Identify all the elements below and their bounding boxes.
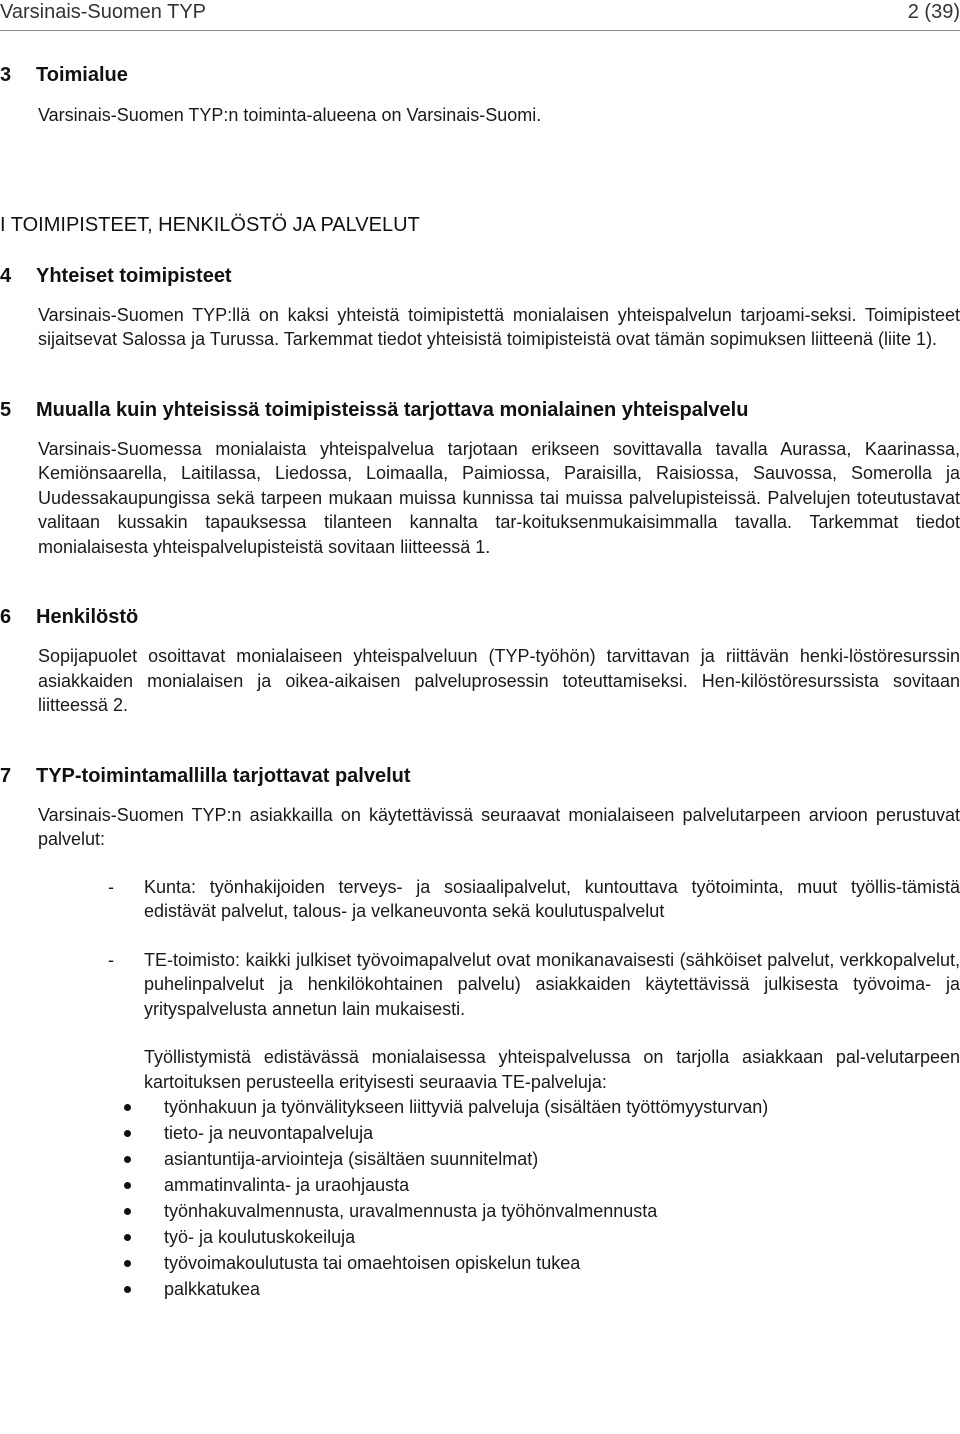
section-number: 5 [0,398,12,421]
dash-item-text: Kunta: työnhakijoiden terveys- ja sosiaalipalvelut, kuntouttava työtoiminta, muut työllis-tämistä edistävät palvelut, talous- ja velkaneuvonta sekä koulutuspalvelut [144,876,960,921]
bullet-icon [124,1182,131,1189]
section-number: 3 [0,64,12,86]
bullet-icon [124,1104,131,1111]
list-item [164,1094,960,1120]
bullet-icon [124,1260,131,1267]
bullet-icon [124,1130,131,1137]
section-4-text: Varsinais-Suomen TYP:llä on kaksi yhteistä toimipistettä monialaisen yhteispalvelun tarjoami-seksi. Toimipisteet sijaitsevat Salossa ja Turussa. Tarkemmat tiedot yhteisistä toimipisteistä ovat tämän sopimuksen liitteenä (liite 1). [38,304,960,349]
header-title: Varsinais-Suomen TYP [0,1,207,23]
list-item [164,1198,960,1224]
list-item-text: ammatinvalinta- ja uraohjausta [164,1175,410,1195]
page-header [0,0,960,31]
list-item [164,1146,960,1172]
section-number: 4 [0,264,12,287]
list-item-text: työnhakuvalmennusta, uravalmennusta ja työhönvalmennusta [164,1201,658,1221]
document-body [0,62,960,1302]
section-6-heading [0,604,960,630]
list-item-text: palkkatukea [164,1279,261,1299]
dash-list-item [108,948,960,1022]
section-3-heading [0,62,960,88]
list-item [164,1276,960,1302]
section-title: Yhteiset toimipisteet [36,264,232,287]
bullet-icon [124,1208,131,1215]
dash-marker: - [108,876,114,897]
dash-marker: - [108,949,114,970]
bullet-icon [124,1156,131,1163]
section-4-heading [0,263,960,289]
dash-list-item [108,875,960,924]
list-item-text: työnhakuun ja työnvälitykseen liittyviä palveluja (sisältäen työttömyysturvan) [164,1097,769,1117]
section-6-text: Sopijapuolet osoittavat monialaiseen yhteispalveluun (TYP-työhön) tarvittavan ja riittävän henki-löstöresurssin asiakkaiden monialaisen ja oikea-aikaisen palveluprosessin toteuttamiseksi. Hen-kilöstöresurssista sovitaan liitteessä 2. [38,646,960,715]
section-5-heading [0,397,960,423]
list-item-text: tieto- ja neuvontapalveluja [164,1123,374,1143]
list-item-text: asiantuntija-arviointeja (sisältäen suunnitelmat) [164,1149,539,1169]
te-services-list [0,1094,960,1302]
section-7-heading [0,763,960,789]
section-number: 6 [0,606,12,628]
dash-item-text: TE-toimisto: kaikki julkiset työvoimapalvelut ovat monikanavaisesti (sähköiset palvelut, verkkopalvelut, puhelinpalvelut ja henkilökohtainen palvelu) asiakkaiden käytettävissä julkisesta työvoima- ja yrityspalvelusta annetun lain mukaisesti. [144,949,960,1019]
list-item [164,1224,960,1250]
part-heading: I TOIMIPISTEET, HENKILÖSTÖ JA PALVELUT [0,213,420,236]
header-page-number: 2 (39) [907,1,960,23]
list-item [164,1250,960,1276]
section-7-intro: Varsinais-Suomen TYP:n asiakkailla on käytettävissä seuraavat monialaiseen palvelutarpeen arvioon perustuvat palvelut: [38,804,960,849]
list-item [164,1172,960,1198]
list-item-text: työ- ja koulutuskokeiluja [164,1227,356,1247]
section-number: 7 [0,764,12,787]
section-title: Muualla kuin yhteisissä toimipisteissä tarjottava monialainen yhteispalvelu [36,398,749,421]
bullet-icon [124,1286,131,1293]
section-title: Toimialue [36,64,128,86]
section-title: TYP-toimintamallilla tarjottavat palvelut [36,764,411,787]
section-5-text: Varsinais-Suomessa monialaista yhteispalvelua tarjotaan erikseen sovittavalla tavalla Aurassa, Kaarinassa, Kemiönsaarella, Laitilassa, Liedossa, Loimaalla, Paimiossa, Paraisilla, Raisiossa, Sauvossa, Somerolla ja Uudessakaupungissa sekä tarpeen mukaan muissa kunnissa tai muissa palvelupisteissä. Palvelujen toteutustavat valitaan kussakin tapauksessa tilanteen kannalta tar-koituksenmukaisimmalla tavalla. Tarkemmat tiedot monialaisesta yhteispalvelupisteistä sovitaan liitteessä 1. [38,438,960,557]
section-3-text: Varsinais-Suomen TYP:n toiminta-alueena on Varsinais-Suomi. [38,105,542,125]
list-item-text: työvoimakoulutusta tai omaehtoisen opiskelun tukea [164,1253,581,1273]
section-title: Henkilöstö [36,606,139,628]
te-services-paragraph: Työllistymistä edistävässä monialaisessa yhteispalvelussa on tarjolla asiakkaan pal-velutarpeen kartoituksen perusteella erityisesti seuraavia TE-palveluja: [144,1047,960,1092]
bullet-icon [124,1234,131,1241]
list-item [164,1120,960,1146]
